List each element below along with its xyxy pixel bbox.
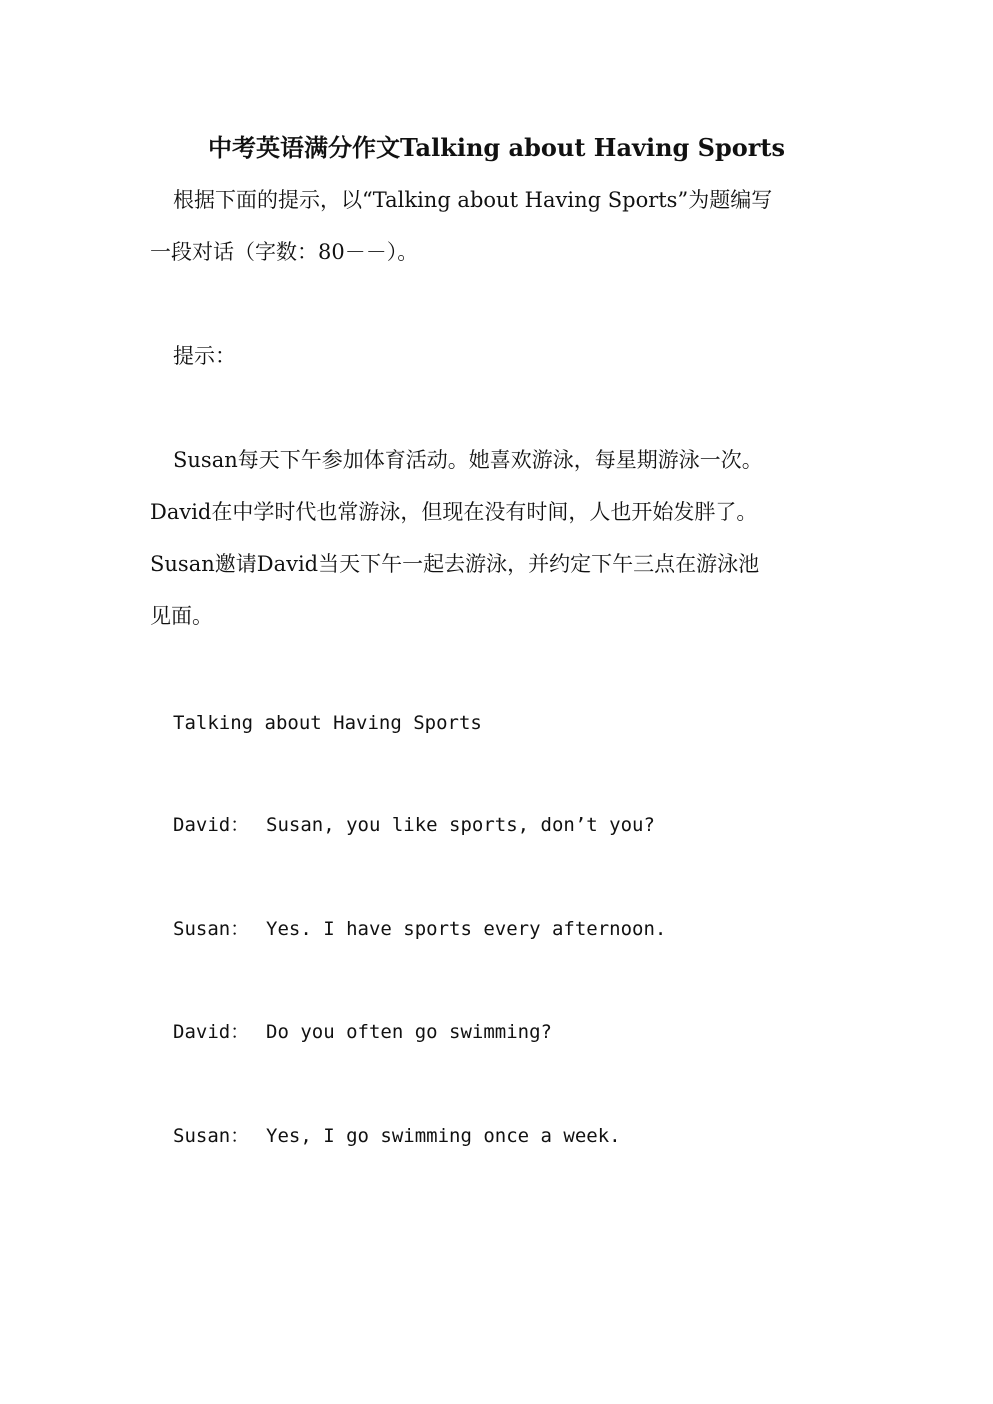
dialogue-text: Do you often go swimming? bbox=[266, 1021, 552, 1043]
dialogue-speaker: Susan： bbox=[173, 918, 250, 940]
dialogue-text: Yes, I go swimming once a week. bbox=[266, 1125, 621, 1147]
essay-title: Talking about Having Sports bbox=[173, 712, 482, 734]
dialogue-text: Yes. I have sports every afternoon. bbox=[266, 918, 667, 940]
dialogue-line bbox=[173, 915, 666, 943]
document-title: 中考英语满分作文Talking about Having Sports bbox=[207, 133, 786, 162]
dialogue-line bbox=[173, 811, 655, 839]
hint-label: 提示： bbox=[173, 344, 236, 368]
instruction-line-2: 一段对话（字数：80－－）。 bbox=[150, 240, 419, 264]
hint-line-4: 见面。 bbox=[150, 604, 213, 628]
hint-line-1: Susan每天下午参加体育活动。她喜欢游泳，每星期游泳一次。 bbox=[173, 448, 763, 472]
hint-line-3: Susan邀请David当天下午一起去游泳，并约定下午三点在游泳池 bbox=[150, 552, 760, 576]
dialogue-line bbox=[173, 1122, 621, 1150]
dialogue-speaker: David： bbox=[173, 814, 250, 836]
dialogue-speaker: Susan： bbox=[173, 1125, 250, 1147]
dialogue-text: Susan, you like sports, don’t you? bbox=[266, 814, 655, 836]
dialogue-line bbox=[173, 1018, 552, 1046]
dialogue-speaker: David： bbox=[173, 1021, 250, 1043]
hint-line-2: David在中学时代也常游泳，但现在没有时间，人也开始发胖了。 bbox=[150, 500, 758, 524]
instruction-line-1: 根据下面的提示，以“Talking about Having Sports”为题编写 bbox=[173, 188, 773, 212]
